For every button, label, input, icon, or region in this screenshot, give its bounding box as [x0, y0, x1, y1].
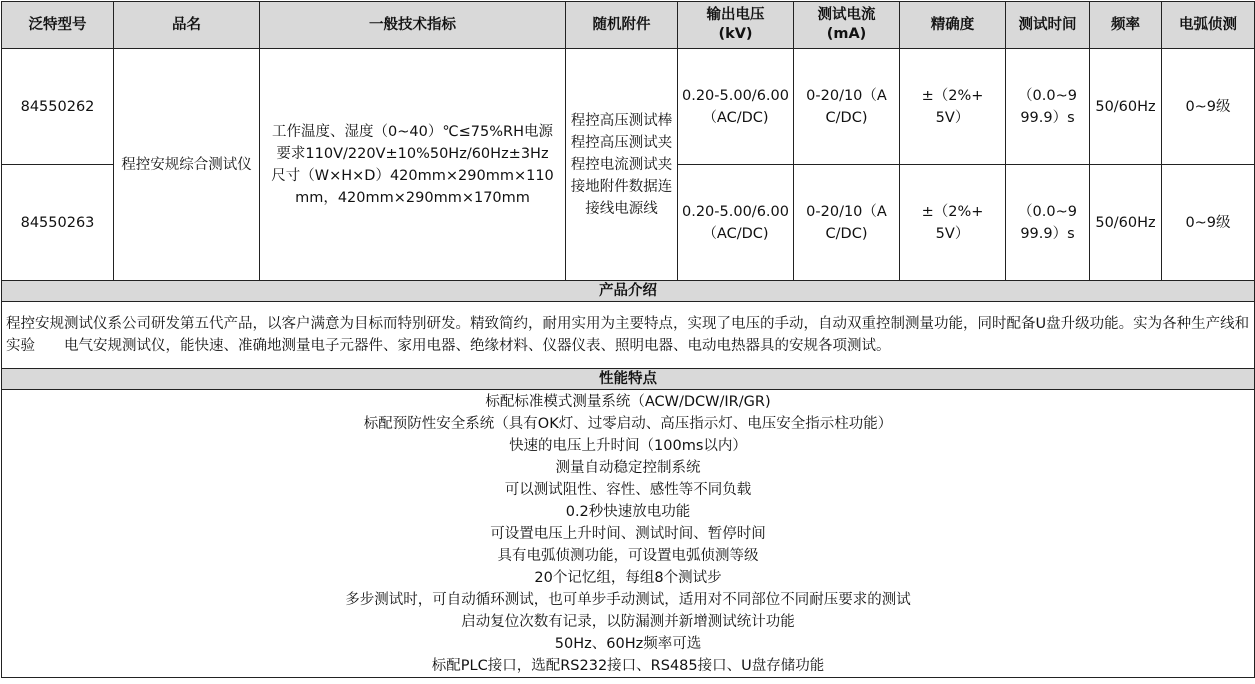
- cell-accuracy: ±（2%+5V）: [900, 165, 1006, 281]
- features-title: 性能特点: [2, 369, 1255, 390]
- header-general-specs: 一般技术指标: [260, 2, 566, 49]
- list-item: 标配预防性安全系统（具有OK灯、过零启动、高压指示灯、电压安全指示柱功能）: [363, 415, 893, 432]
- cell-accuracy: ±（2%+5V）: [900, 49, 1006, 165]
- header-accessories: 随机附件: [566, 2, 678, 49]
- list-item: 0.2秒快速放电功能: [565, 503, 691, 520]
- list-item: 20个记忆组，每组8个测试步: [534, 569, 722, 586]
- list-item: 测量自动稳定控制系统: [555, 459, 701, 476]
- header-model: 泛特型号: [2, 2, 114, 49]
- cell-test-time: （0.0~999.9）s: [1006, 165, 1090, 281]
- list-item: 多步测试时，可自动循环测试，也可单步手动测试，适用对不同部位不同耐压要求的测试: [345, 591, 911, 608]
- list-item: 50Hz、60Hz频率可选: [554, 635, 702, 652]
- cell-voltage: 0.20-5.00/6.00（AC/DC): [678, 165, 794, 281]
- intro-title-row: [2, 281, 1255, 302]
- intro-title: 产品介绍: [2, 281, 1255, 302]
- cell-model: 84550263: [2, 165, 114, 281]
- intro-row: [2, 302, 1255, 369]
- cell-accessories: 程控高压测试棒程控高压测试夹程控电流测试夹接地附件数据连接线电源线: [566, 49, 678, 281]
- list-item: 启动复位次数有记录，以防漏测并新增测试统计功能: [461, 613, 795, 630]
- cell-frequency: 50/60Hz: [1090, 165, 1162, 281]
- cell-voltage: 0.20-5.00/6.00（AC/DC): [678, 49, 794, 165]
- header-product-name: 品名: [114, 2, 260, 49]
- list-item: 标配PLC接口，选配RS232接口、RS485接口、U盘存储功能: [431, 657, 825, 674]
- features-row: [2, 390, 1255, 678]
- cell-general-specs: 工作温度、湿度（0~40）℃≤75%RH电源要求110V/220V±10%50Hz/60Hz±3Hz尺寸（W×H×D）420mm×290mm×110mm，420mm×290mm×170mm: [260, 49, 566, 281]
- cell-test-time: （0.0~999.9）s: [1006, 49, 1090, 165]
- list-item: 快速的电压上升时间（100ms以内）: [509, 437, 747, 454]
- list-item: 可以测试阻性、容性、感性等不同负载: [504, 481, 752, 498]
- list-item: 具有电弧侦测功能，可设置电弧侦测等级: [497, 547, 759, 564]
- intro-text: 程控安规测试仪系公司研发第五代产品，以客户满意为目标而特别研发。精致简约，耐用实用为主要特点，实现了电压的手动，自动双重控制测量功能，同时配备U盘升级功能。实为各种生产线和实验 电气安规测试仪，能快速、准确地测量电子元器件、家用电器、绝缘材料、仪器仪表、照明电器、电动电热器具的安规各项测试。: [2, 302, 1255, 369]
- spec-table: [1, 1, 1255, 678]
- header-row: [2, 2, 1255, 49]
- header-test-time: 测试时间: [1006, 2, 1090, 49]
- cell-product-name: 程控安规综合测试仪: [114, 49, 260, 281]
- cell-frequency: 50/60Hz: [1090, 49, 1162, 165]
- header-frequency: 频率: [1090, 2, 1162, 49]
- cell-arc-detection: 0~9级: [1162, 165, 1255, 281]
- cell-arc-detection: 0~9级: [1162, 49, 1255, 165]
- table-row: [2, 49, 1255, 165]
- cell-current: 0-20/10（AC/DC): [794, 165, 900, 281]
- header-arc-detection: 电弧侦测: [1162, 2, 1255, 49]
- features-title-row: [2, 369, 1255, 390]
- list-item: 可设置电压上升时间、测试时间、暂停时间: [490, 525, 766, 542]
- features-list: [2, 390, 1255, 678]
- header-output-voltage: 输出电压 (kV): [678, 2, 794, 49]
- list-item: 标配标准模式测量系统（ACW/DCW/IR/GR): [485, 393, 771, 410]
- cell-current: 0-20/10（AC/DC): [794, 49, 900, 165]
- header-accuracy: 精确度: [900, 2, 1006, 49]
- cell-model: 84550262: [2, 49, 114, 165]
- header-test-current: 测试电流 (mA): [794, 2, 900, 49]
